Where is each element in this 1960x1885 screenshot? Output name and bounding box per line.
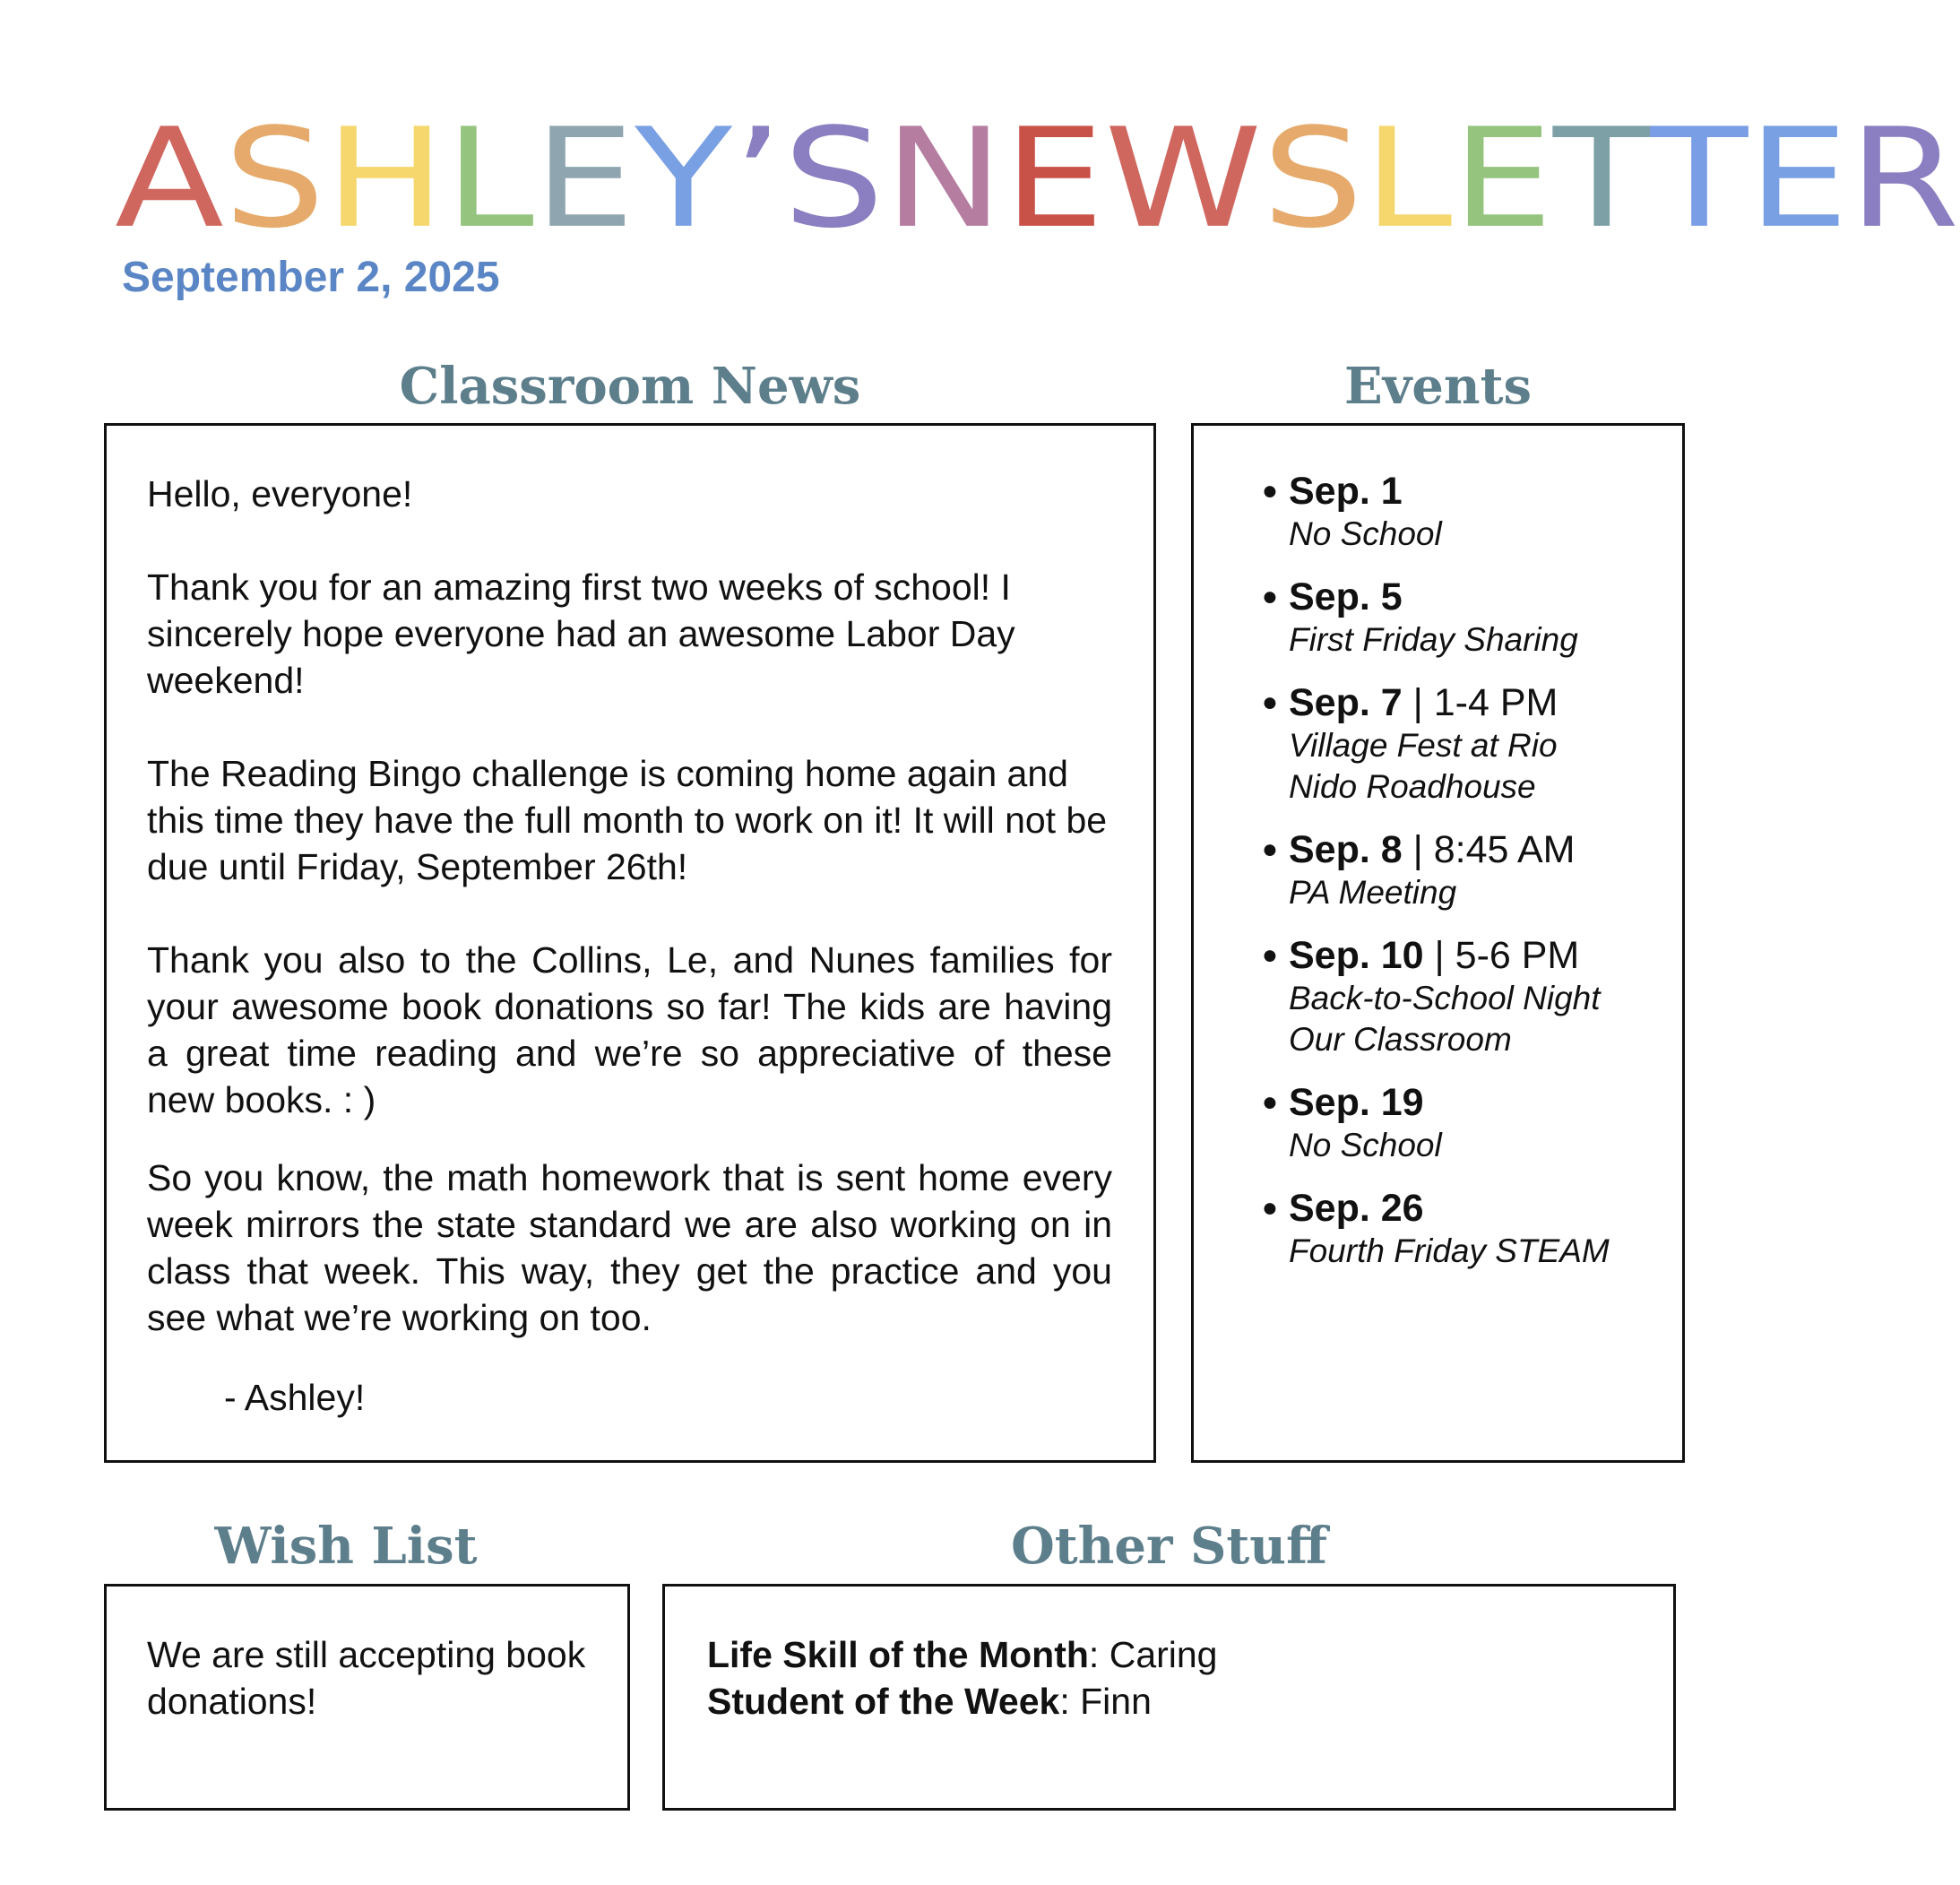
event-date: Sep. 1 bbox=[1289, 470, 1403, 513]
title-letter: Y bbox=[635, 99, 733, 259]
life-skill-value: : Caring bbox=[1088, 1634, 1218, 1675]
title-letter: E bbox=[1748, 99, 1849, 259]
bullet-icon bbox=[1194, 1080, 1289, 1166]
event-item bbox=[1194, 827, 1664, 913]
event-description: Village Fest at Rio Nido Roadhouse bbox=[1289, 727, 1558, 805]
news-greeting: Hello, everyone! bbox=[147, 473, 413, 514]
title-letter: N bbox=[884, 99, 1004, 259]
wish-list-text: We are still accepting book donations! bbox=[147, 1634, 586, 1722]
event-date: Sep. 7 bbox=[1289, 681, 1403, 724]
other-stuff-heading: Other Stuff bbox=[1011, 1517, 1327, 1576]
news-paragraph: Thank you also to the Collins, Le, and Nunes families for your awesome book donations so far! The kids are having a great time reading and we’re so appreciative of these new books. : ) bbox=[147, 939, 1112, 1120]
newsletter-title bbox=[115, 99, 1960, 259]
event-description: Back-to-School Night Our Classroom bbox=[1289, 980, 1601, 1058]
title-letter: T bbox=[1552, 99, 1651, 259]
title-letter: ’ bbox=[732, 99, 783, 259]
event-date: Sep. 8 bbox=[1289, 828, 1403, 871]
event-heading bbox=[1289, 1080, 1664, 1125]
event-item bbox=[1194, 1186, 1664, 1272]
title-letter: H bbox=[324, 99, 445, 259]
title-letter: A bbox=[115, 99, 224, 259]
event-date: Sep. 10 bbox=[1289, 934, 1424, 977]
title-letter: E bbox=[533, 99, 635, 259]
title-letter: L bbox=[1363, 99, 1453, 259]
event-description: No School bbox=[1289, 515, 1442, 552]
wish-list-heading: Wish List bbox=[214, 1517, 478, 1576]
title-letter: E bbox=[1003, 99, 1105, 259]
events-box bbox=[1191, 423, 1685, 1463]
news-paragraph: The Reading Bingo challenge is coming home again and this time they have the full month to work on it! It will not be due until Friday, September 26th! bbox=[147, 753, 1108, 887]
wish-list-box bbox=[104, 1584, 630, 1811]
event-description: No School bbox=[1289, 1127, 1442, 1163]
title-letter: S bbox=[223, 99, 325, 259]
bullet-icon bbox=[1194, 680, 1289, 808]
title-letter: S bbox=[782, 99, 885, 259]
event-heading bbox=[1289, 680, 1664, 725]
bullet-icon bbox=[1194, 469, 1289, 555]
bullet-icon bbox=[1194, 1186, 1289, 1272]
event-item bbox=[1194, 680, 1664, 808]
event-time: | 8:45 AM bbox=[1402, 828, 1576, 871]
news-paragraph: Thank you for an amazing first two weeks of school! I sincerely hope everyone had an awesome Labor Day weekend! bbox=[147, 566, 1015, 701]
classroom-news-heading: Classroom News bbox=[399, 357, 861, 416]
event-heading bbox=[1289, 827, 1664, 872]
title-letter: E bbox=[1452, 99, 1553, 259]
classroom-news-box bbox=[104, 423, 1156, 1463]
event-date: Sep. 26 bbox=[1289, 1187, 1424, 1230]
bullet-icon bbox=[1194, 933, 1289, 1060]
event-heading bbox=[1289, 1186, 1664, 1231]
event-heading bbox=[1289, 575, 1664, 619]
event-item bbox=[1194, 575, 1664, 661]
title-letter: R bbox=[1848, 99, 1960, 259]
event-heading bbox=[1289, 469, 1664, 514]
events-heading: Events bbox=[1344, 357, 1532, 416]
bullet-icon bbox=[1194, 575, 1289, 661]
event-description: Fourth Friday STEAM bbox=[1289, 1232, 1610, 1269]
title-letter: L bbox=[445, 99, 534, 259]
news-paragraph: So you know, the math homework that is sent home every week mirrors the state standard we are also working on in class that week. This way, they get the practice and you see what we’re working on too. bbox=[147, 1157, 1112, 1338]
event-time: | 1-4 PM bbox=[1402, 681, 1559, 724]
life-skill-label: Life Skill of the Month bbox=[707, 1634, 1089, 1675]
event-heading bbox=[1289, 933, 1664, 978]
title-letter: W bbox=[1104, 99, 1263, 259]
student-of-week-value: : Finn bbox=[1059, 1681, 1152, 1722]
event-description: First Friday Sharing bbox=[1289, 621, 1578, 658]
life-skill-line bbox=[707, 1631, 1646, 1678]
bullet-icon bbox=[1194, 827, 1289, 913]
newsletter-date: September 2, 2025 bbox=[122, 254, 500, 301]
title-letter: S bbox=[1262, 99, 1364, 259]
student-of-week-line bbox=[707, 1678, 1646, 1725]
event-item bbox=[1194, 469, 1664, 555]
title-letter: T bbox=[1650, 99, 1748, 259]
event-item bbox=[1194, 933, 1664, 1060]
event-description: PA Meeting bbox=[1289, 874, 1457, 911]
event-time: | 5-6 PM bbox=[1423, 934, 1580, 977]
news-signature: - Ashley! bbox=[224, 1377, 366, 1418]
student-of-week-label: Student of the Week bbox=[707, 1681, 1060, 1722]
other-stuff-box bbox=[662, 1584, 1676, 1811]
event-date: Sep. 19 bbox=[1289, 1081, 1424, 1124]
event-item bbox=[1194, 1080, 1664, 1166]
event-date: Sep. 5 bbox=[1289, 575, 1403, 618]
events-list bbox=[1194, 469, 1664, 1272]
